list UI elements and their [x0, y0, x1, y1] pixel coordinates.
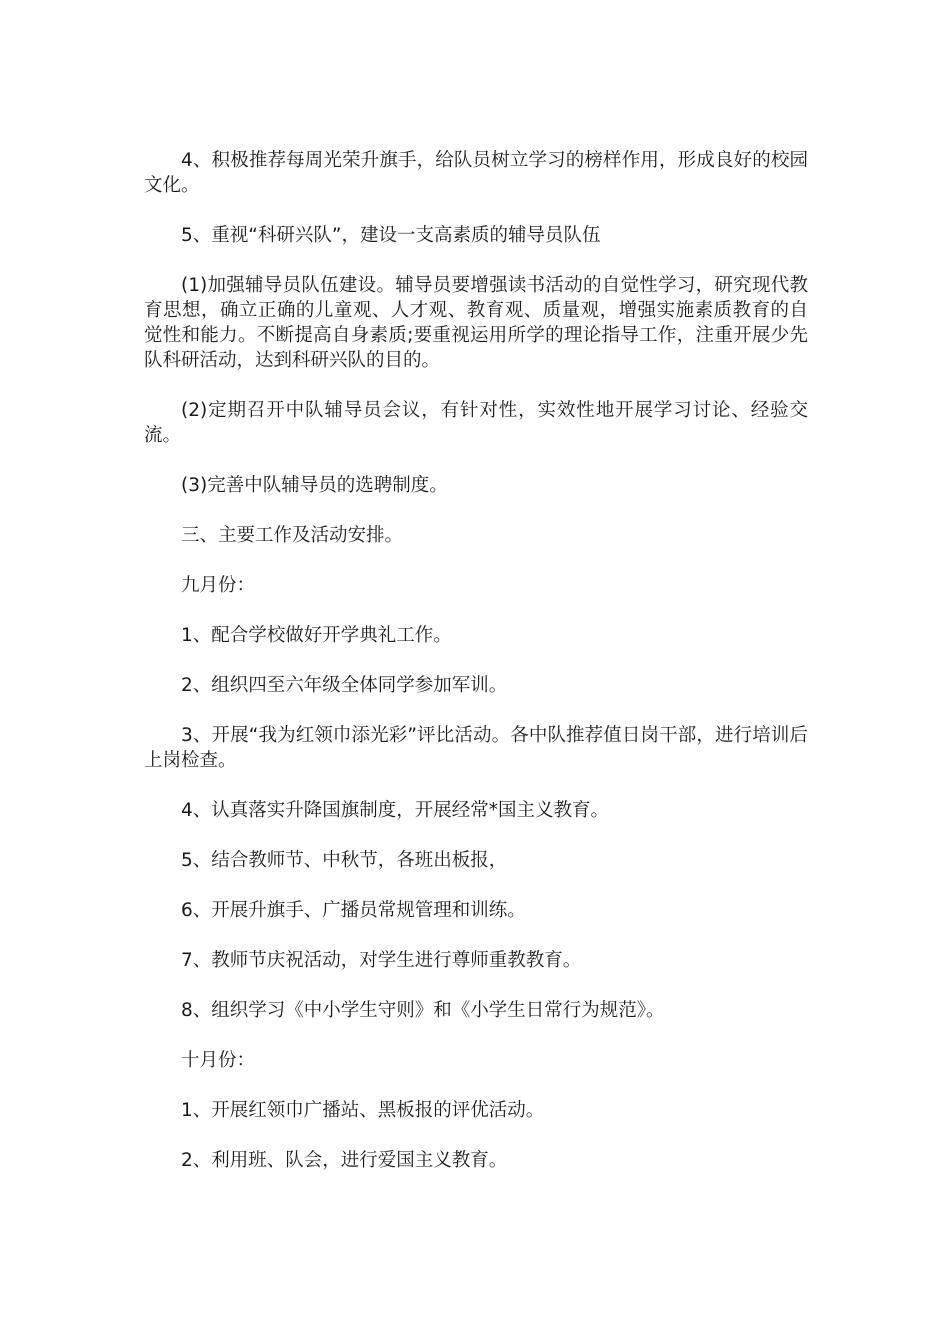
paragraph: 3、开展“我为红领巾添光彩”评比活动。各中队推荐值日岗干部，进行培训后上岗检查。 [144, 725, 808, 771]
paragraph: 8、组织学习《中小学生守则》和《小学生日常行为规范》。 [181, 1000, 665, 1021]
paragraph: 4、认真落实升降国旗制度，开展经常*国主义教育。 [181, 800, 610, 821]
paragraph: 7、教师节庆祝活动，对学生进行尊师重教教育。 [181, 950, 582, 971]
document-body [144, 148, 808, 1198]
paragraph: (2)定期召开中队辅导员会议，有针对性，实效性地开展学习讨论、经验交流。 [144, 400, 808, 446]
paragraph: 1、开展红领巾广播站、黑板报的评优活动。 [181, 1100, 545, 1121]
section-heading: 三、主要工作及活动安排。 [181, 525, 404, 546]
paragraph: (3)完善中队辅导员的选聘制度。 [181, 475, 448, 496]
paragraph: 2、组织四至六年级全体同学参加军训。 [181, 675, 508, 696]
paragraph: 4、积极推荐每周光荣升旗手，给队员树立学习的榜样作用，形成良好的校园文化。 [144, 150, 808, 196]
paragraph: 5、结合教师节、中秋节，各班出板报， [181, 850, 508, 871]
month-heading: 十月份： [181, 1050, 256, 1071]
paragraph: 5、重视“科研兴队”，建设一支高素质的辅导员队伍 [181, 225, 601, 246]
paragraph: 6、开展升旗手、广播员常规管理和训练。 [181, 900, 526, 921]
paragraph: 1、配合学校做好开学典礼工作。 [181, 625, 452, 646]
paragraph: 2、利用班、队会，进行爱国主义教育。 [181, 1150, 508, 1171]
month-heading: 九月份： [181, 575, 256, 596]
paragraph: (1)加强辅导员队伍建设。辅导员要增强读书活动的自觉性学习，研究现代教育思想，确立正确的儿童观、人才观、教育观、质量观，增强实施素质教育的自觉性和能力。不断提高自身素质;要重视运用所学的理论指导工作，注重开展少先队科研活动，达到科研兴队的目的。 [144, 275, 808, 371]
